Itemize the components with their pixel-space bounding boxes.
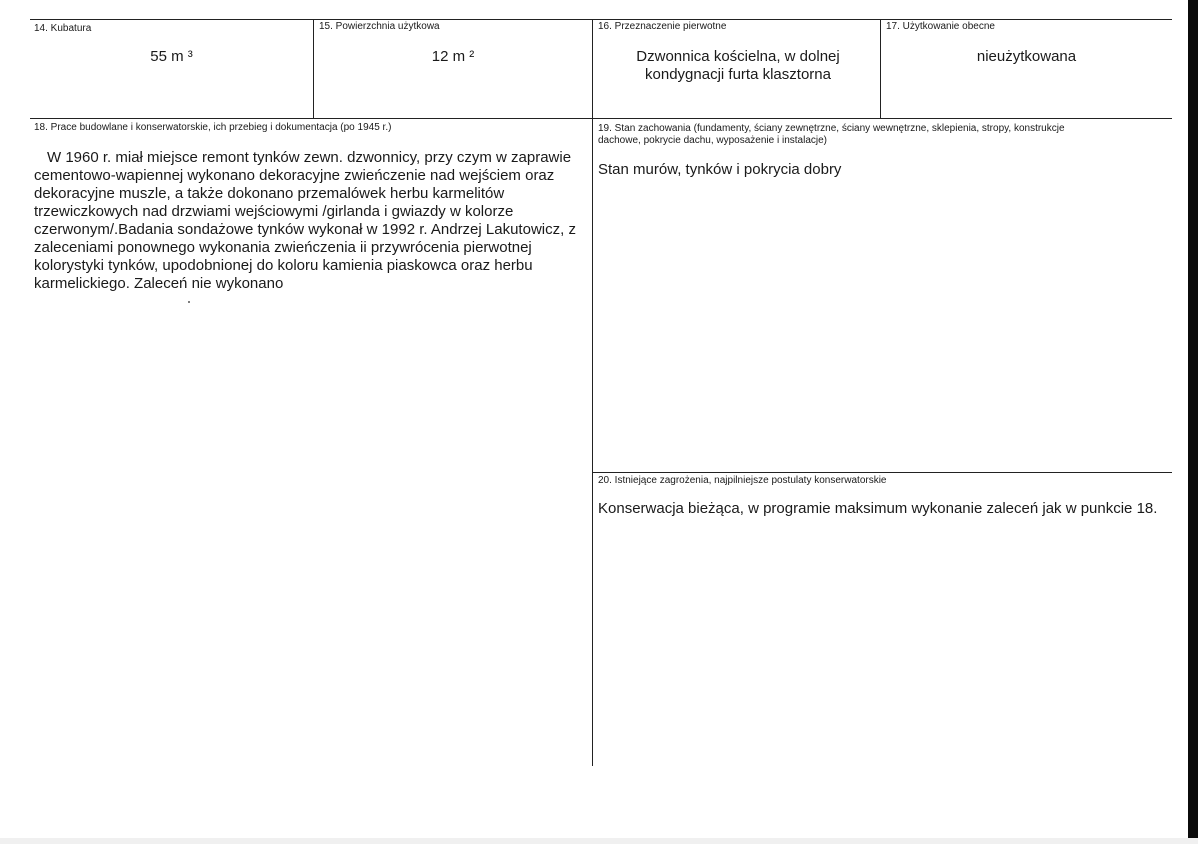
field-15-value: 12 m ² (431, 48, 475, 65)
field-17-value: nieużytkowana (976, 48, 1077, 65)
field-17-label: 17. Użytkowanie obecne (886, 21, 995, 32)
field-14-value: 55 m ³ (150, 48, 193, 65)
grid-col-divider-3 (880, 19, 881, 119)
grid-col-divider-1 (313, 19, 314, 119)
grid-top-border (30, 19, 1172, 20)
field-14-label: 14. Kubatura (34, 23, 92, 34)
grid-right-divider (592, 472, 1172, 473)
field-19-label: 19. Stan zachowania (fundamenty, ściany zewnętrzne, ściany wewnętrzne, sklepienia, stropy, konstrukcje dachowe, pokrycie dachu, wyposażenie i instalacje) (598, 123, 1065, 146)
field-18-text: W 1960 r. miał miejsce remont tynków zewn. dzwonnicy, przy czym w zaprawie cementowo-wapiennej wykonano dekoracyjne zwieńczenie nad wejściem oraz dekoracyjne muszle, a także dokonano przemalówek herbu karmelitów trzewiczkowych nad drzwiami wejściowymi /girlanda i gwiazdy w kolorze czerwonym/.Badania sondażowe tynków wykonał w 1992 r. Andrzej Lakutowicz, z zaleceniami ponownego wykonania zwieńczenia ii przywrócenia pierwotnej kolorystyki tynków, upodobnionej do koloru kamienia piaskowca oraz herbu karmelickiego. Zaleceń nie wykonano (34, 149, 576, 292)
field-16-value: Dzwonnica kościelna, w dolnej kondygnacji furta klasztorna (636, 48, 840, 83)
field-20-text: Konserwacja bieżąca, w programie maksimum wykonanie zaleceń jak w punkcie 18. (598, 500, 1158, 517)
scan-edge-bottom (0, 838, 1198, 844)
grid-row-divider (30, 118, 1172, 119)
scan-speck (188, 301, 190, 303)
field-19-text: Stan murów, tynków i pokrycia dobry (598, 161, 842, 178)
field-16-label: 16. Przeznaczenie pierwotne (598, 21, 727, 32)
field-18-label: 18. Prace budowlane i konserwatorskie, ich przebieg i dokumentacja (po 1945 r.) (34, 122, 392, 133)
field-15-label: 15. Powierzchnia użytkowa (319, 21, 440, 32)
field-20-label: 20. Istniejące zagrożenia, najpilniejsze postulaty konserwatorskie (598, 475, 887, 486)
grid-col-divider-2 (592, 19, 593, 766)
scan-edge-right (1188, 0, 1198, 844)
